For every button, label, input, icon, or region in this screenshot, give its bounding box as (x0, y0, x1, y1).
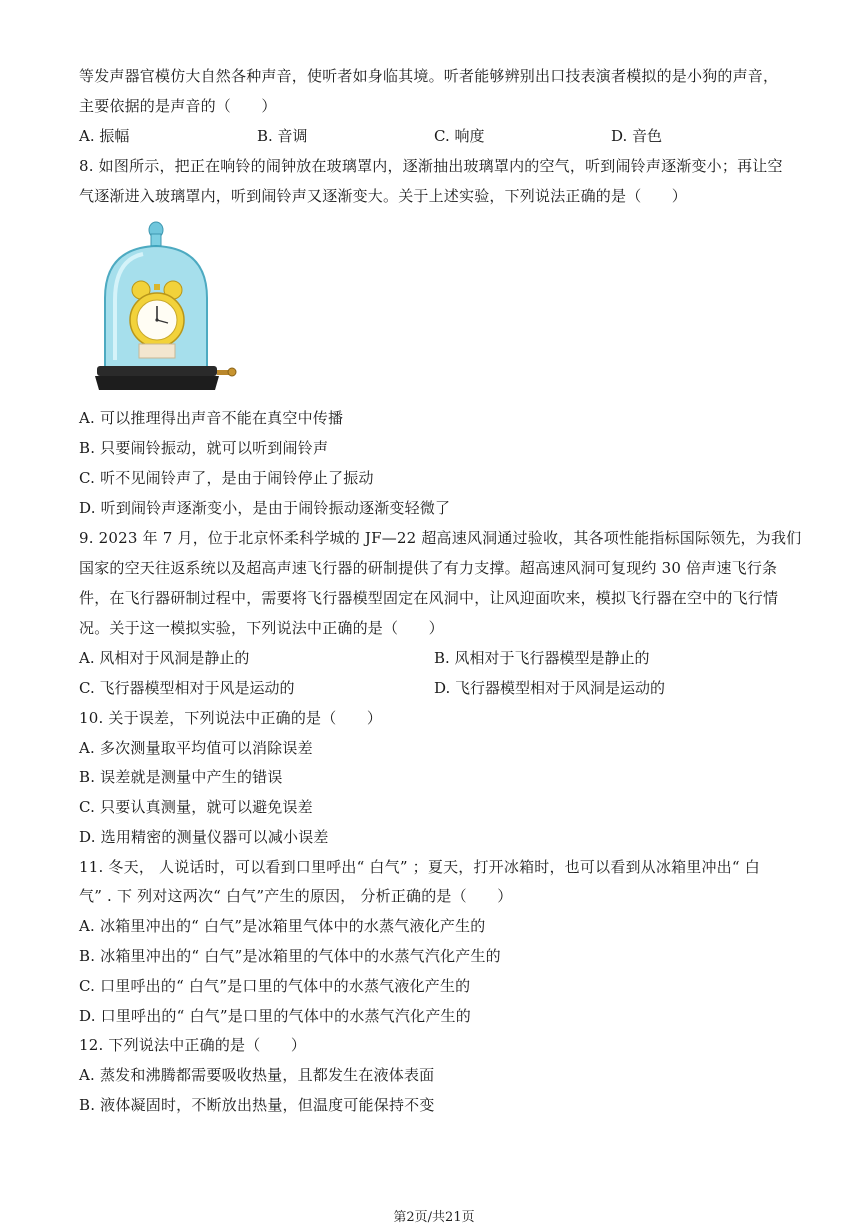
q9-stem-line1: 9. 2023 年 7 月，位于北京怀柔科学城的 JF—22 超高速风洞通过验收，其各项性能指标国际领先，为我们 (79, 529, 802, 547)
q9-stem-line3: 件，在飞行器研制过程中，需要将飞行器模型固定在风洞中，让风迎面吹来，模拟飞行器在空中的飞行情 (79, 589, 779, 607)
q7-option-a[interactable]: A. 振幅 (79, 127, 130, 145)
q8-option-a[interactable]: A. 可以推理得出声音不能在真空中传播 (79, 409, 344, 427)
q10-option-b[interactable]: B. 误差就是测量中产生的错误 (79, 768, 283, 786)
q10-option-d[interactable]: D. 选用精密的测量仪器可以减小误差 (79, 828, 329, 846)
q9-option-c[interactable]: C. 飞行器模型相对于风是运动的 (79, 679, 295, 697)
q7-option-c[interactable]: C. 响度 (434, 127, 485, 145)
q10-stem: 10. 关于误差，下列说法中正确的是（ ） (79, 709, 383, 727)
q11-option-b[interactable]: B. 冰箱里冲出的“ 白气”是冰箱里的气体中的水蒸气汽化产生的 (79, 947, 501, 965)
q11-option-a[interactable]: A. 冰箱里冲出的“ 白气”是冰箱里气体中的水蒸气液化产生的 (79, 917, 486, 935)
q7-stem-line1: 等发声器官模仿大自然各种声音，使听者如身临其境。听者能够辨别出口技表演者模拟的是小狗的声音， (79, 67, 779, 85)
q11-stem-line1: 11. 冬天， 人说话时，可以看到口里呼出“ 白气” ；夏天，打开冰箱时，也可以看到从冰箱里冲出“ 白 (79, 858, 760, 876)
q12-stem: 12. 下列说法中正确的是（ ） (79, 1036, 307, 1054)
q11-option-c[interactable]: C. 口里呼出的“ 白气”是口里的气体中的水蒸气液化产生的 (79, 977, 471, 995)
q11-stem-line2: 气” . 下 列对这两次“ 白气”产生的原因， 分析正确的是（ ） (79, 887, 513, 905)
bell-jar-alarm-clock-figure (93, 220, 239, 396)
q11-option-d[interactable]: D. 口里呼出的“ 白气”是口里的气体中的水蒸气汽化产生的 (79, 1007, 471, 1025)
q8-option-b[interactable]: B. 只要闹铃振动，就可以听到闹铃声 (79, 439, 329, 457)
q12-option-b[interactable]: B. 液体凝固时，不断放出热量，但温度可能保持不变 (79, 1096, 435, 1114)
q7-option-d[interactable]: D. 音色 (611, 127, 663, 145)
q9-option-d[interactable]: D. 飞行器模型相对于风洞是运动的 (434, 679, 666, 697)
q8-option-c[interactable]: C. 听不见闹铃声了，是由于闹铃停止了振动 (79, 469, 374, 487)
q9-stem-line2: 国家的空天往返系统以及超高声速飞行器的研制提供了有力支撑。超高速风洞可复现约 30 倍声速飞行条 (79, 559, 778, 577)
q10-option-c[interactable]: C. 只要认真测量，就可以避免误差 (79, 798, 313, 816)
q8-option-d[interactable]: D. 听到闹铃声逐渐变小，是由于闹铃振动逐渐变轻微了 (79, 499, 451, 517)
q7-option-b[interactable]: B. 音调 (257, 127, 308, 145)
bell-jar-illustration (93, 220, 239, 396)
q9-option-a[interactable]: A. 风相对于风洞是静止的 (79, 649, 250, 667)
page-number-footer: 第2页/共21页 (393, 1210, 475, 1225)
q8-stem-line2: 气逐渐进入玻璃罩内，听到闹铃声又逐渐变大。关于上述实验，下列说法正确的是（ ） (79, 187, 688, 205)
q8-stem-line1: 8. 如图所示，把正在响铃的闹钟放在玻璃罩内，逐渐抽出玻璃罩内的空气，听到闹铃声逐渐变小；再让空 (79, 157, 783, 175)
q9-stem-line4: 况。关于这一模拟实验，下列说法中正确的是（ ） (79, 619, 444, 637)
q7-stem-line2: 主要依据的是声音的（ ） (79, 97, 277, 115)
q9-option-b[interactable]: B. 风相对于飞行器模型是静止的 (434, 649, 650, 667)
q10-option-a[interactable]: A. 多次测量取平均值可以消除误差 (79, 739, 313, 757)
q12-option-a[interactable]: A. 蒸发和沸腾都需要吸收热量，且都发生在液体表面 (79, 1066, 435, 1084)
